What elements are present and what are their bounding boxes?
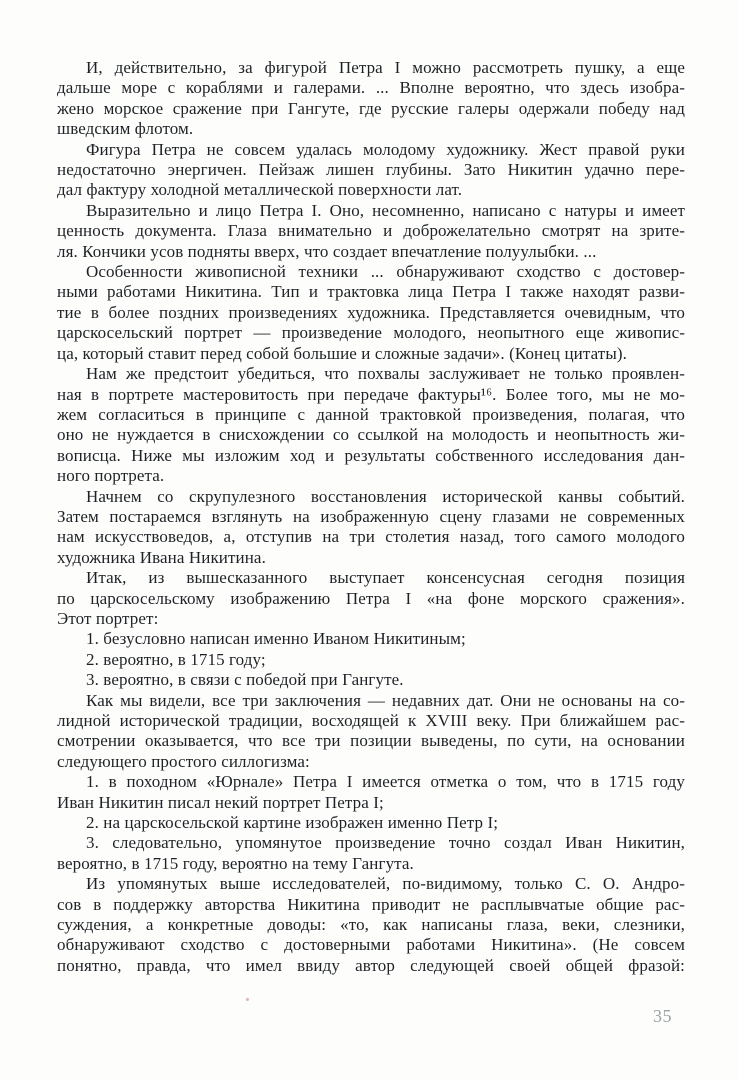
text-line: смотрении оказывается, что все три позиции выведены, по сути, на основании bbox=[57, 731, 685, 751]
paragraph bbox=[57, 670, 685, 690]
paragraph bbox=[57, 772, 685, 813]
text-line: жем согласиться в принципе с данной трактовкой произведения, полагая, что bbox=[57, 404, 685, 424]
text-line: 3. вероятно, в связи с победой при Гангуте. bbox=[86, 670, 404, 690]
text-line: Нам же предстоит убедиться, что похвалы заслуживает не только проявлен- bbox=[86, 364, 685, 384]
text-line: тие в более поздних произведениях художника. Представляется очевидным, что bbox=[57, 302, 685, 322]
text-line: дальше море с кораблями и галерами. ... Вполне вероятно, что здесь изобра- bbox=[57, 78, 685, 98]
text-line: 3. следовательно, упомянутое произведение точно создал Иван Никитин, bbox=[86, 833, 685, 853]
paragraph bbox=[57, 568, 685, 629]
text-line: Итак, из вышесказанного выступает консенсусная сегодня позиция bbox=[86, 568, 685, 588]
text-line: И, действительно, за фигурой Петра I можно рассмотреть пушку, а еще bbox=[86, 58, 685, 77]
page-number: 35 bbox=[653, 1006, 672, 1026]
paragraph bbox=[57, 813, 685, 833]
text-line: суждения, а конкретные доводы: «то, как написаны глаза, веки, слезники, bbox=[57, 915, 685, 935]
text-line: 2. вероятно, в 1715 году; bbox=[86, 649, 266, 669]
text-line: художника Ивана Никитина. bbox=[57, 547, 266, 567]
text-line: ца, который ставит перед собой большие и сложные задачи». (Конец цитаты). bbox=[57, 343, 627, 363]
text-line: шведским флотом. bbox=[57, 119, 194, 139]
text-line: ная в портрете мастеровитость при передаче фактуры¹⁶. Более того, мы не мо- bbox=[57, 384, 685, 404]
text-line: Как мы видели, все три заключения — недавних дат. Они не основаны на со- bbox=[86, 690, 685, 710]
text-line: понятно, правда, что имел ввиду автор следующей своей общей фразой: bbox=[57, 955, 685, 975]
paragraph bbox=[57, 58, 685, 140]
text-line: 2. на царскосельской картине изображен именно Петр I; bbox=[86, 813, 499, 833]
text-line: 1. безусловно написан именно Иваном Никитиным; bbox=[86, 629, 466, 649]
text-line: Особенности живописной техники ... обнаруживают сходство с достовер- bbox=[86, 262, 685, 282]
text-line: Выразительно и лицо Петра I. Оно, несомненно, написано с натуры и имеет bbox=[86, 200, 685, 220]
page-text bbox=[57, 58, 685, 976]
paragraph bbox=[57, 691, 685, 773]
text-line: Из упомянутых выше исследователей, по-видимому, только С. О. Андро- bbox=[86, 874, 685, 894]
text-line: нам искусствоведов, а, отступив на три столетия назад, того самого молодого bbox=[57, 527, 685, 547]
text-line: Иван Никитин писал некий портрет Петра I; bbox=[57, 792, 384, 812]
text-line: Этот портрет: bbox=[57, 608, 159, 628]
text-line: ными работами Никитина. Тип и трактовка лица Петра I также находят разви- bbox=[57, 282, 685, 302]
text-line: Затем постараемся взглянуть на изображенную сцену глазами не современных bbox=[57, 506, 685, 526]
text-line: 1. в походном «Юрнале» Петра I имеется отметка о том, что в 1715 году bbox=[86, 772, 685, 792]
text-line: ля. Кончики усов подняты вверх, что создает впечатление полуулыбки. ... bbox=[57, 241, 597, 261]
text-line: недостаточно энергичен. Пейзаж лишен глубины. Зато Никитин удачно пере- bbox=[57, 160, 685, 180]
paragraph bbox=[57, 629, 685, 649]
text-line: дал фактуру холодной металлической поверхности лат. bbox=[57, 180, 463, 200]
text-line: жено морское сражение при Гангуте, где русские галеры одержали победу над bbox=[57, 98, 685, 118]
text-line: вописца. Ниже мы изложим ход и результаты собственного исследования дан- bbox=[57, 445, 685, 465]
paragraph bbox=[57, 140, 685, 201]
text-line: вероятно, в 1715 году, вероятно на тему Гангута. bbox=[57, 853, 414, 873]
text-line: следующего простого силлогизма: bbox=[57, 751, 310, 771]
text-line: по царскосельскому изображению Петра I «на фоне морского сражения». bbox=[57, 588, 685, 608]
text-line: Начнем со скрупулезного восстановления исторической канвы событий. bbox=[86, 486, 685, 506]
text-line: сов в поддержку авторства Никитина приводит не расплывчатые общие рас- bbox=[57, 894, 685, 914]
paragraph bbox=[57, 364, 685, 486]
paragraph bbox=[57, 201, 685, 262]
paragraph bbox=[57, 262, 685, 364]
text-line: царскосельский портрет — произведение молодого, неопытного еще живопис- bbox=[57, 323, 685, 343]
paragraph bbox=[57, 650, 685, 670]
text-line: обнаруживают сходство с достоверными работами Никитина». (Не совсем bbox=[57, 935, 685, 955]
text-line: Фигура Петра не совсем удалась молодому художнику. Жест правой руки bbox=[86, 139, 685, 159]
text-line: ного портрета. bbox=[57, 466, 165, 486]
text-line: лидной исторической традиции, восходящей к XVIII веку. При ближайшем рас- bbox=[57, 711, 685, 730]
text-line: оно не нуждается в снисхождении со ссылкой на молодость и неопытность жи- bbox=[57, 425, 685, 445]
paragraph bbox=[57, 833, 685, 874]
paragraph bbox=[57, 487, 685, 569]
text-line: ценность документа. Глаза внимательно и доброжелательно смотрят на зрите- bbox=[57, 221, 685, 241]
scan-speck bbox=[246, 998, 249, 1001]
paragraph bbox=[57, 874, 685, 976]
